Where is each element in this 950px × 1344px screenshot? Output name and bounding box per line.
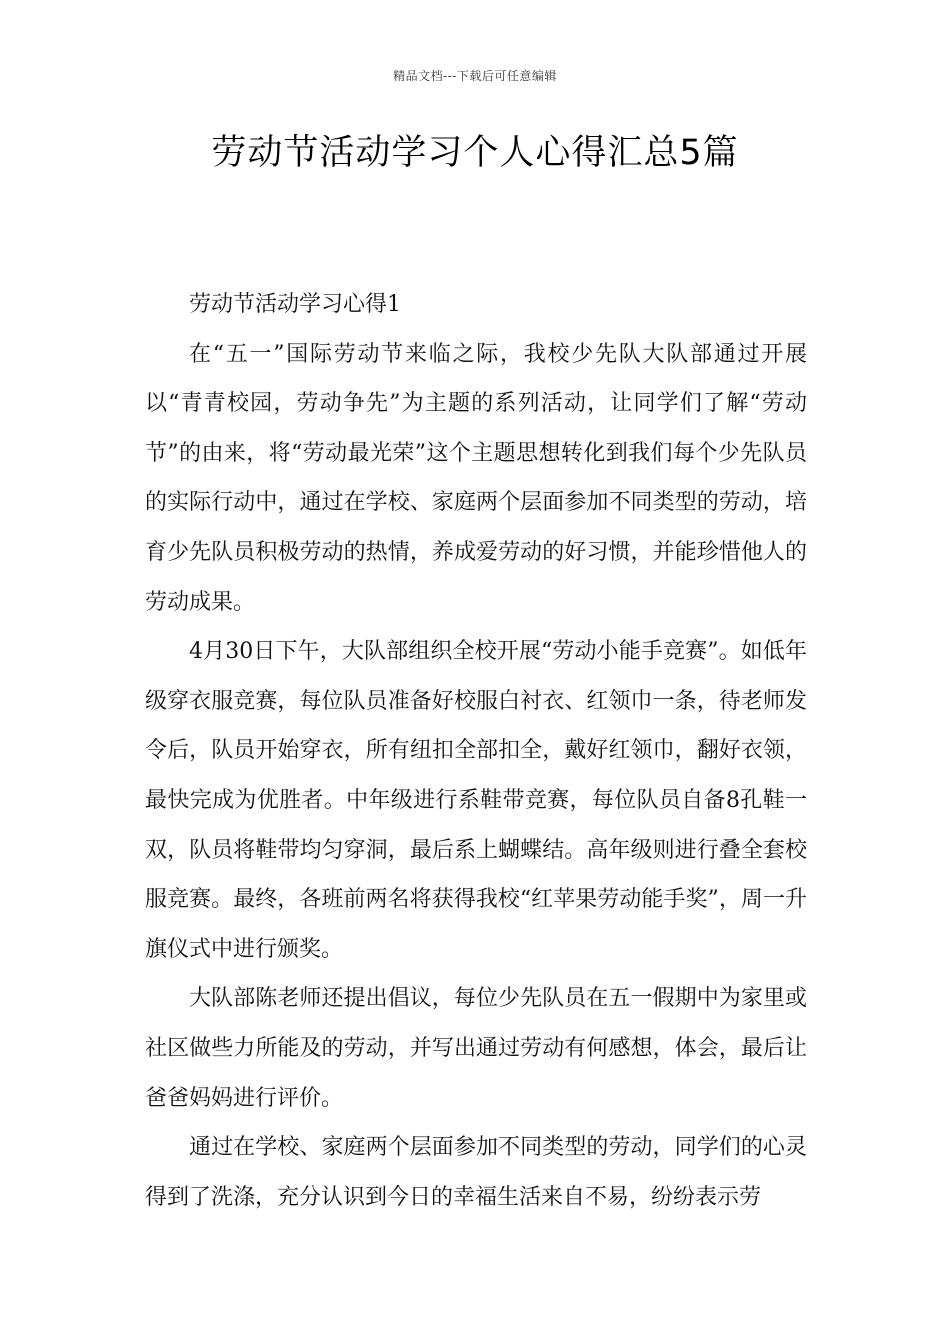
document-body	[145, 280, 807, 1222]
paragraph: 在“五一”国际劳动节来临之际，我校少先队大队部通过开展以“青青校园，劳动争先”为主题的系列活动，让同学们了解“劳动节”的由来，将“劳动最光荣”这个主题思想转化到我们每个少先队员的实际行动中，通过在学校、家庭两个层面参加不同类型的劳动，培育少先队员积极劳动的热情，养成爱劳动的好习惯，并能珍惜他人的劳动成果。	[145, 341, 807, 615]
paragraph: 大队部陈老师还提出倡议，每位少先队员在五一假期中为家里或社区做些力所能及的劳动，并写出通过劳动有何感想，体会，最后让爸爸妈妈进行评价。	[145, 986, 807, 1111]
paragraph: 通过在学校、家庭两个层面参加不同类型的劳动，同学们的心灵得到了洗涤，充分认识到今日的幸福生活来自不易，纷纷表示劳	[145, 1135, 807, 1210]
header-note: 精品文档---下载后可任意编辑	[393, 69, 557, 83]
paragraph: 4月30日下午，大队部组织全校开展“劳动小能手竞赛”。如低年级穿衣服竞赛，每位队员准备好校服白衬衣、红领巾一条，待老师发令后，队员开始穿衣，所有纽扣全部扣全，戴好红领巾，翻好衣领，最快完成为优胜者。中年级进行系鞋带竞赛，每位队员自备8孔鞋一双，队员将鞋带均匀穿洞，最后系上蝴蝶结。高年级则进行叠全套校服竞赛。最终，各班前两名将获得我校“红苹果劳动能手奖”，周一升旗仪式中进行颁奖。	[145, 639, 807, 962]
document-title: 劳动节活动学习个人心得汇总5篇	[211, 133, 739, 173]
section-subheading: 劳动节活动学习心得1	[189, 292, 401, 317]
